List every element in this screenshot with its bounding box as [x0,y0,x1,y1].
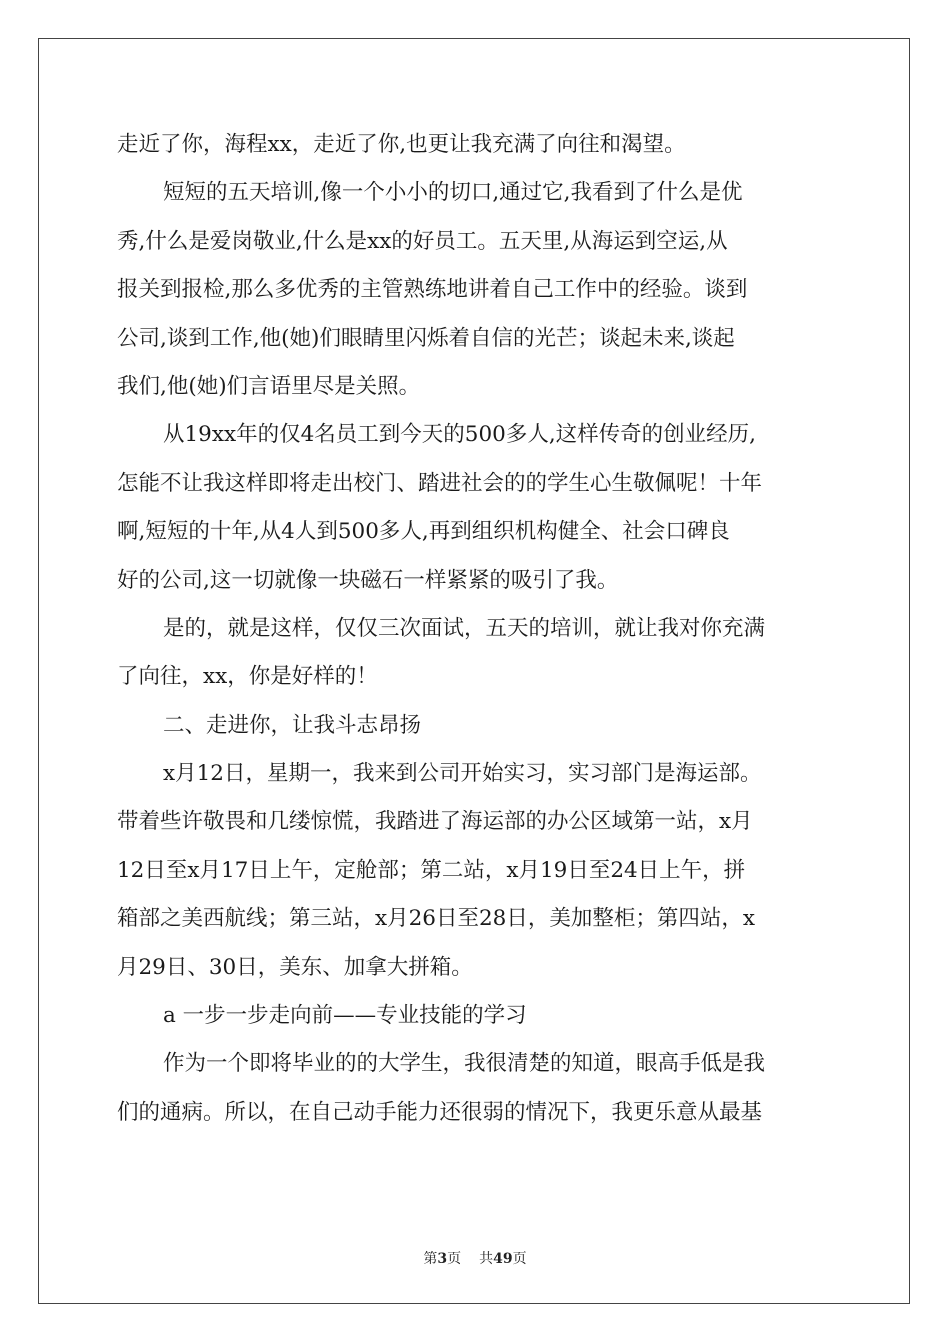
section-heading: 二、走进你，让我斗志昂扬 [163,712,422,738]
text-line: 好的公司,这一切就像一块磁石一样紧紧的吸引了我。 [117,567,619,593]
page-prefix: 第 [423,1251,438,1267]
text-line: 走近了你，海程xx，走近了你,也更让我充满了向往和渴望。 [117,132,686,157]
text-line: 带着些许敬畏和几缕惊慌，我踏进了海运部的办公区域第一站，x月 [117,809,753,835]
total-unit: 页 [512,1251,527,1267]
document-body [117,128,837,1144]
text-line: 月29日、30日，美东、加拿大拼箱。 [117,954,473,980]
text-line: 箱部之美西航线；第三站，x月26日至28日，美加整柜；第四站，x [117,906,755,932]
text-line: 公司,谈到工作,他(她)们眼睛里闪烁着自信的光芒；谈起未来,谈起 [117,325,735,351]
text-line: 了向往，xx，你是好样的！ [117,664,378,690]
paragraph-start-line: 短短的五天培训,像一个小小的切口,通过它,我看到了什么是优 [163,180,743,206]
current-page-number: 3 [437,1251,448,1267]
text-line: 怎能不让我这样即将走出校门、踏进社会的的学生心生敬佩呢！十年 [117,470,763,496]
paragraph-start-line: 作为一个即将毕业的的大学生，我很清楚的知道，眼高手低是我 [163,1051,766,1077]
page-unit: 页 [447,1251,462,1267]
text-line: 12日至x月17日上午，定舱部；第二站，x月19日至24日上午，拼 [117,857,746,883]
page-footer [0,1248,950,1268]
total-prefix: 共 [479,1251,494,1267]
paragraph-start-line: 从19xx年的仅4名员工到今天的500多人,这样传奇的创业经历, [163,422,756,448]
paragraph-start-line: x月12日，星期一，我来到公司开始实习，实习部门是海运部。 [163,761,762,787]
text-line: 们的通病。所以，在自己动手能力还很弱的情况下，我更乐意从最基 [117,1099,763,1125]
text-line: 秀,什么是爱岗敬业,什么是xx的好员工。五天里,从海运到空运,从 [117,228,728,254]
text-line: 报关到报检,那么多优秀的主管熟练地讲着自己工作中的经验。谈到 [117,277,748,303]
paragraph-start-line: 是的，就是这样，仅仅三次面试，五天的培训，就让我对你充满 [163,615,766,641]
text-line: 啊,短短的十年,从4人到500多人,再到组织机构健全、社会口碑良 [117,519,730,545]
text-line: 我们,他(她)们言语里尽是关照。 [117,373,421,399]
subsection-heading: a 一步一步走向前——专业技能的学习 [163,1003,527,1029]
total-page-count: 49 [493,1251,513,1267]
